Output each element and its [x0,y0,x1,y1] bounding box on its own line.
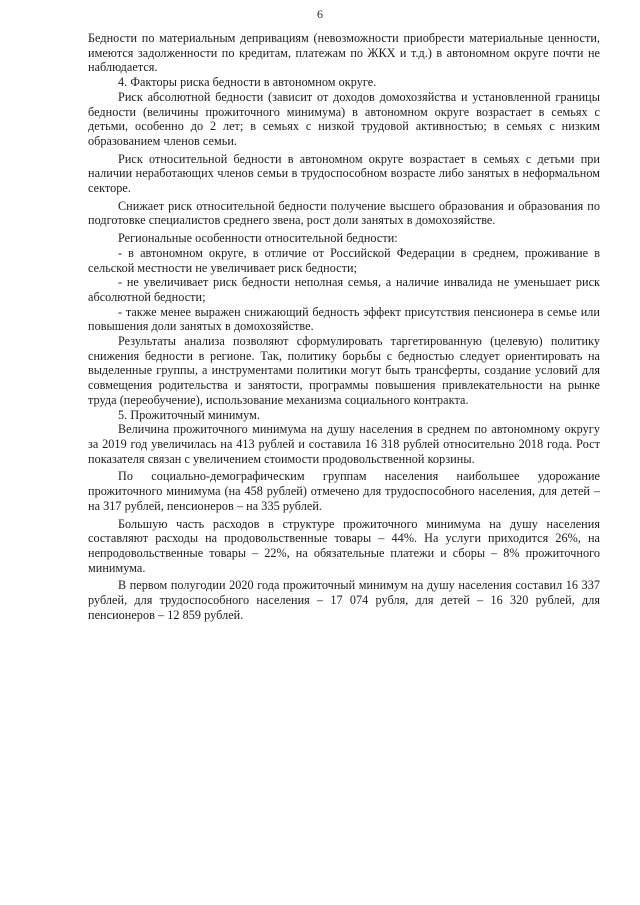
list-item-rural-residence: - в автономном округе, в отличие от Российской Федерации в среднем, проживание в сельской местности не увеличивает риск бедности; [88,245,600,275]
list-item-single-parent-disability: - не увеличивает риск бедности неполная семья, а наличие инвалида не уменьшает риск абсолютной бедности; [88,275,600,304]
document-body [88,31,600,622]
page-number: 6 [317,7,323,21]
paragraph-relative-poverty-risk: Риск относительной бедности в автономном округе возрастает в семьях с детьми при наличии неработающих членов семьи в трудоспособном возрасте либо занятых в неформальном секторе. [88,151,600,196]
paragraph-first-half-2020: В первом полугодии 2020 года прожиточный минимум на душу населения составил 16 337 рублей, для трудоспособного населения – 17 074 рубля, для детей – 16 320 рублей, для пенсионеров – 12 859 рублей. [88,578,600,622]
list-item-pensioner-effect: - также менее выражен снижающий бедность эффект присутствия пенсионера в семье или повышения доли занятых в домохозяйстве. [88,304,600,334]
paragraph-subsistence-minimum-2019: Величина прожиточного минимума на душу населения в среднем по автономному округу за 2019 год увеличилась на 413 рублей и составила 16 318 рублей относительно 2018 года. Рост показателя связан с увеличением стоимости продовольственной корзины. [88,422,600,466]
section-heading-subsistence-minimum: 5. Прожиточный минимум. [118,407,261,422]
paragraph-social-demographic-groups: По социально-демографическим группам населения наибольшее удорожание прожиточного минимума (на 458 рублей) отмечено для трудоспособного населения, для детей – на 317 рублей, пенсионеров – на 335 рублей. [88,469,600,513]
paragraph-regional-features-intro: Региональные особенности относительной бедности: [118,231,398,246]
paragraph-targeted-policy: Результаты анализа позволяют сформулировать таргетированную (целевую) политику снижения бедности в регионе. Так, политику борьбы с бедностью следует ориентировать на выделенные группы, а инструментами политики могут быть трансферты, создание условий для совмещения родительства и занятости, программы повышения привлекательности на рынке труда (переобучение), использование механизма социального контракта. [88,334,600,407]
section-heading-poverty-risk-factors: 4. Факторы риска бедности в автономном округе. [118,75,377,90]
paragraph-expense-structure: Большую часть расходов в структуре прожиточного минимума на душу населения составляют расходы на продовольственные товары – 44%. На услуги приходится 26%, на непродовольственные товары – 22%, на обязательные платежи и сборы – 8% прожиточного минимума. [88,516,600,575]
paragraph-material-deprivation: Бедности по материальным депривациям (невозможности приобрести материальные ценности, имеются задолженности по кредитам, платежам по ЖКХ и т.д.) в автономном округе почти не наблюдается. [88,31,600,75]
paragraph-absolute-poverty-risk: Риск абсолютной бедности (зависит от доходов домохозяйства и установленной границы бедности (величины прожиточного минимума) в автономном округе возрастает в семьях с детьми, особенно до 2 лет; в семьях с низкой трудовой активностью; в семьях с низким образованием членов семьи. [88,89,600,148]
paragraph-risk-reduction: Снижает риск относительной бедности получение высшего образования и образования по подготовке специалистов среднего звена, рост доли занятых в домохозяйстве. [88,198,600,228]
